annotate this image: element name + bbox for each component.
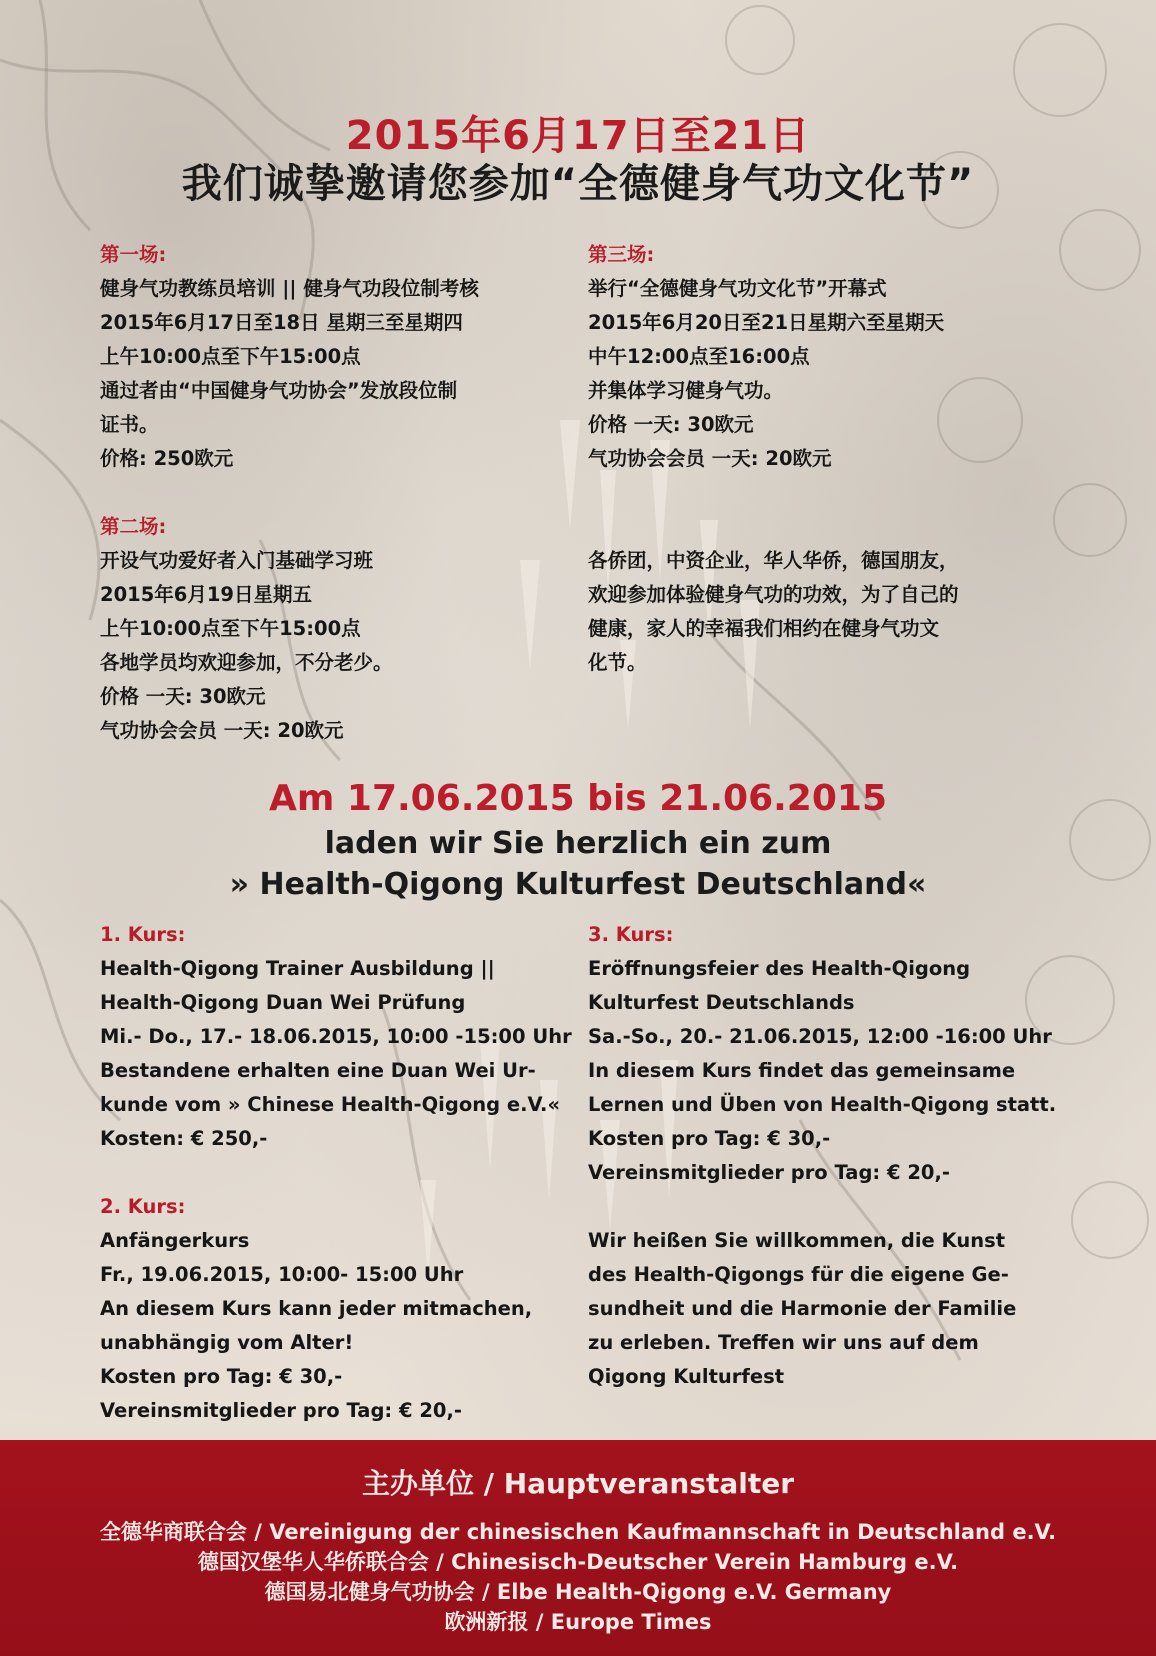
cn-session-3-member-price: 气功协会会员 一天: 20欧元 <box>588 447 832 470</box>
de-event-date-title: Am 17.06.2015 bis 21.06.2015 <box>269 778 887 819</box>
de-course-2-line: Anfängerkurs <box>100 1229 250 1252</box>
de-course-1-line: Bestandene erhalten eine Duan Wei Ur- <box>100 1059 536 1082</box>
de-course-3-line: In diesem Kurs findet das gemeinsame <box>588 1059 1016 1082</box>
spacer <box>588 510 959 544</box>
de-course-1-line: Health-Qigong Trainer Ausbildung || <box>100 957 495 980</box>
organizer-footer <box>0 1440 1156 1656</box>
cn-session-3-line: 举行“全德健身气功文化节”开幕式 <box>588 277 887 300</box>
de-course-3-line: Eröffnungsfeier des Health-Qigong <box>588 957 971 980</box>
flower-mark <box>1072 1182 1148 1258</box>
organizer-item: 欧洲新报 / Europe Times <box>444 1610 712 1634</box>
de-course-2-price: Kosten pro Tag: € 30,- <box>100 1365 343 1388</box>
cn-right-column <box>588 238 959 680</box>
cn-session-1-line: 证书。 <box>100 413 159 436</box>
branch-stroke <box>0 420 99 620</box>
cn-session-1-price: 价格: 250欧元 <box>100 447 234 470</box>
cn-session-3-title: 第三场: <box>588 243 655 266</box>
de-course-3-title: 3. Kurs: <box>588 923 674 946</box>
de-left-column <box>100 918 572 1428</box>
de-course-3-line: Sa.-So., 20.- 21.06.2015, 12:00 -16:00 Uhr <box>588 1025 1052 1048</box>
de-invitation-line: laden wir Sie herzlich ein zum <box>324 826 832 861</box>
de-course-1-title: 1. Kurs: <box>100 923 186 946</box>
cn-event-date-title: 2015年6月17日至21日 <box>345 113 811 159</box>
cn-session-2-member-price: 气功协会会员 一天: 20欧元 <box>100 719 344 742</box>
de-welcome-line: Wir heißen Sie willkommen, die Kunst <box>588 1229 1006 1252</box>
cn-session-2-line: 各地学员均欢迎参加，不分老少。 <box>100 651 393 674</box>
de-course-3-line: Lernen und Üben von Health-Qigong statt. <box>588 1093 1057 1116</box>
flower-mark <box>726 6 794 74</box>
icicle-mark <box>560 420 580 530</box>
cn-session-2-line: 上午10:00点至下午15:00点 <box>100 617 361 640</box>
cn-session-2-line: 2015年6月19日星期五 <box>100 583 312 606</box>
de-welcome-line: zu erleben. Treffen wir uns auf dem <box>588 1331 979 1354</box>
flower-mark <box>1060 210 1140 290</box>
spacer <box>588 476 959 510</box>
cn-session-2-price: 价格 一天: 30欧元 <box>100 685 266 708</box>
cn-left-column <box>100 238 479 748</box>
de-course-2-line: unabhängig vom Alter! <box>100 1331 354 1354</box>
cn-session-3-line: 中午12:00点至16:00点 <box>588 345 810 368</box>
cn-welcome-line: 化节。 <box>588 651 647 674</box>
de-welcome-line: des Health-Qigongs für die eigene Ge- <box>588 1263 1009 1286</box>
spacer <box>588 1190 1056 1224</box>
de-course-2-member-price: Vereinsmitglieder pro Tag: € 20,- <box>100 1399 462 1422</box>
de-course-2-line: Fr., 19.06.2015, 10:00- 15:00 Uhr <box>100 1263 464 1286</box>
cn-invitation-title: 我们诚挚邀请您参加“全德健身气功文化节” <box>181 161 975 207</box>
icicle-mark <box>520 560 540 670</box>
de-festival-name: » Health-Qigong Kulturfest Deutschland« <box>229 867 927 902</box>
organizer-item: 德国易北健身气功协会 / Elbe Health-Qigong e.V. Germany <box>264 1580 892 1604</box>
de-course-1-line: Mi.- Do., 17.- 18.06.2015, 10:00 -15:00 Uhr <box>100 1025 572 1048</box>
de-right-column <box>588 918 1056 1394</box>
de-course-3-line: Kulturfest Deutschlands <box>588 991 855 1014</box>
organizer-heading: 主办单位 / Hauptveranstalter <box>361 1467 795 1500</box>
de-course-3-member-price: Vereinsmitglieder pro Tag: € 20,- <box>588 1161 950 1184</box>
de-course-1-line: Health-Qigong Duan Wei Prüfung <box>100 991 466 1014</box>
de-course-3-price: Kosten pro Tag: € 30,- <box>588 1127 831 1150</box>
organizer-item: 德国汉堡华人华侨联合会 / Chinesisch-Deutscher Verein Hamburg e.V. <box>197 1550 959 1574</box>
cn-welcome-line: 各侨团，中资企业，华人华侨，德国朋友， <box>588 549 959 572</box>
de-welcome-line: Qigong Kulturfest <box>588 1365 785 1388</box>
cn-session-1-line: 上午10:00点至下午15:00点 <box>100 345 361 368</box>
flower-mark <box>1054 484 1126 556</box>
cn-session-3-price: 价格 一天: 30欧元 <box>588 413 754 436</box>
cn-welcome-line: 健康，家人的幸福我们相约在健身气功文 <box>588 617 940 640</box>
organizer-item: 全德华商联合会 / Vereinigung der chinesischen Kaufmannschaft in Deutschland e.V. <box>99 1520 1057 1544</box>
spacer <box>100 1156 572 1190</box>
cn-session-1-title: 第一场: <box>100 243 167 266</box>
spacer <box>100 476 479 510</box>
de-course-1-price: Kosten: € 250,- <box>100 1127 268 1150</box>
cn-session-3-line: 2015年6月20日至21日星期六至星期天 <box>588 311 945 334</box>
cn-session-2-line: 开设气功爱好者入门基础学习班 <box>100 549 374 572</box>
cn-session-1-line: 2015年6月17日至18日 星期三至星期四 <box>100 311 463 334</box>
cn-session-3-line: 并集体学习健身气功。 <box>588 379 784 402</box>
cn-session-1-line: 健身气功教练员培训 || 健身气功段位制考核 <box>100 277 479 300</box>
flower-mark <box>1014 24 1106 116</box>
de-course-2-line: An diesem Kurs kann jeder mitmachen, <box>100 1297 533 1320</box>
de-course-1-line: kunde vom » Chinese Health-Qigong e.V.« <box>100 1093 561 1116</box>
cn-welcome-line: 欢迎参加体验健身气功的功效，为了自己的 <box>588 583 959 606</box>
de-welcome-line: sundheit und die Harmonie der Familie <box>588 1297 1017 1320</box>
de-course-2-title: 2. Kurs: <box>100 1195 186 1218</box>
cn-session-2-title: 第二场: <box>100 515 167 538</box>
cn-session-1-line: 通过者由“中国健身气功协会”发放段位制 <box>100 379 458 402</box>
